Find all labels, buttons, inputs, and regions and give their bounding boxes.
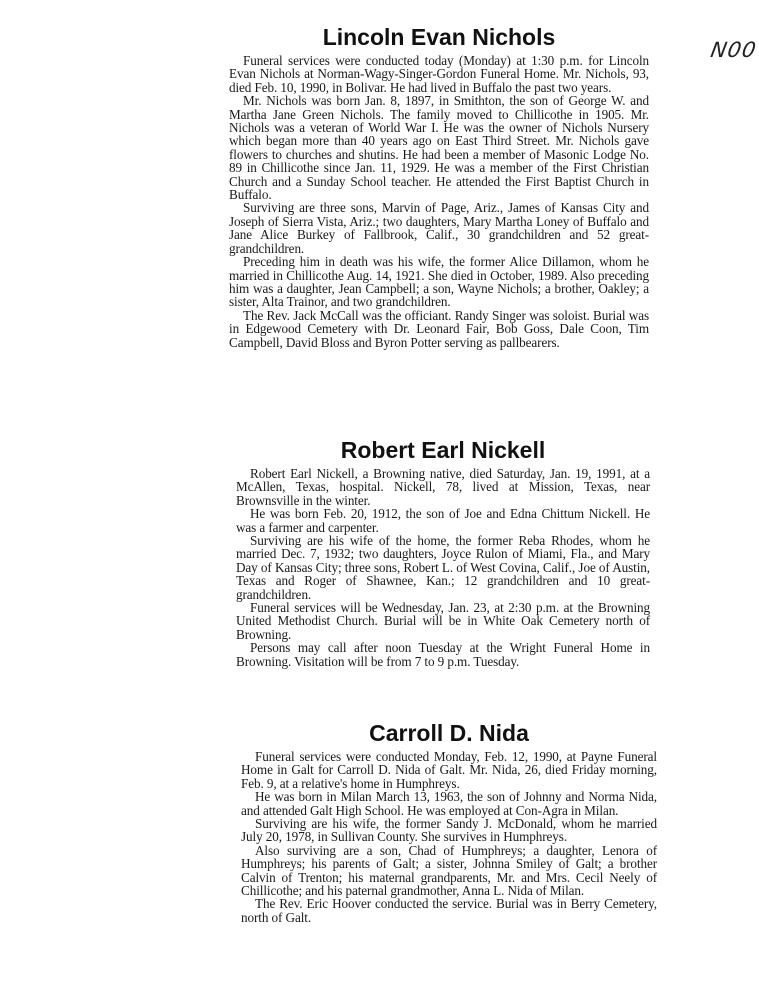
- obituary-title: Carroll D. Nida: [369, 720, 529, 746]
- obituary-title: Robert Earl Nickell: [340, 437, 546, 463]
- obituary-paragraph: Funeral services were conducted today (Monday) at 1:30 p.m. for Lincoln Evan Nichols at Norman-Wagy-Singer-Gordon Funeral Home. Mr. Nichols, 93, died Feb. 10, 1990, in Bolivar. He had lived in Buffalo the past two years.: [229, 53, 649, 95]
- handwritten-margin-note: N00: [708, 38, 759, 62]
- obituary-paragraph: He was born Feb. 20, 1912, the son of Joe and Edna Chittum Nickell. He was a farmer and carpenter.: [236, 506, 650, 535]
- obituary-paragraph: Funeral services will be Wednesday, Jan. 23, at 2:30 p.m. at the Browning United Methodist Church. Burial will be in White Oak Cemetery north of Browning.: [236, 600, 650, 642]
- obituary-paragraph: Surviving are three sons, Marvin of Page, Ariz., James of Kansas City and Joseph of Sierra Vista, Ariz.; two daughters, Mary Martha Loney of Buffalo and Jane Alice Burkey of Fallbrook, Calif., 30 grandchildren and 52 great-grandchildren.: [229, 200, 649, 256]
- obituary-paragraph: Mr. Nichols was born Jan. 8, 1897, in Smithton, the son of George W. and Martha Jane Green Nichols. The family moved to Chillicothe in 1905. Mr. Nichols was a veteran of World War I. He was the owner of Nichols Nursery which began more than 40 years ago on East Third Street. Mr. Nichols gave flowers to churches and shutins. He had been a member of Masonic Lodge No. 89 in Chillicothe since Jan. 11, 1929. He was a member of the First Christian Church and a Sunday School teacher. He attended the First Baptist Church in Buffalo.: [229, 93, 649, 203]
- obituary-carroll-d-nida: [241, 720, 657, 924]
- obituary-paragraph: Also surviving are a son, Chad of Humphreys; a daughter, Lenora of Humphreys; his parents of Galt; a sister, Johnna Smiley of Galt; a brother Calvin of Trenton; his maternal grandparents, Mr. and Mrs. Cecil Neely of Chillicothe; and his paternal grandmother, Anna L. Nida of Milan.: [241, 842, 657, 899]
- obituary-robert-earl-nickell: [236, 437, 650, 668]
- obituary-paragraph: Preceding him in death was his wife, the former Alice Dillamon, whom he married in Chillicothe Aug. 14, 1921. She died in October, 1989. Also preceding him was a daughter, Jean Campbell; a son, Wayne Nichols; a brother, Oakley; a sister, Alta Trainor, and two grandchildren.: [229, 254, 649, 310]
- obituary-paragraph: The Rev. Eric Hoover conducted the service. Burial was in Berry Cemetery, north of Galt.: [241, 896, 657, 925]
- obituary-lincoln-evan-nichols: [229, 24, 649, 349]
- obituary-paragraph: Funeral services were conducted Monday, Feb. 12, 1990, at Payne Funeral Home in Galt for Carroll D. Nida of Galt. Mr. Nida, 26, died Friday morning, Feb. 9, at a relative's home in Humphreys.: [241, 749, 657, 791]
- obituary-paragraph: Surviving are his wife of the home, the former Reba Rhodes, whom he married Dec. 7, 1932; two daughters, Joyce Rulon of Miami, Fla., and Mary Day of Kansas City; three sons, Robert L. of West Covina, Calif., Joe of Austin, Texas and Roger of Shawnee, Kan.; 12 grandchildren and 10 great-grandchildren.: [236, 533, 650, 602]
- obituary-paragraph: The Rev. Jack McCall was the officiant. Randy Singer was soloist. Burial was in Edgewood Cemetery with Dr. Leonard Fair, Bob Goss, Dale Coon, Tim Campbell, David Bloss and Byron Potter serving as pallbearers.: [229, 307, 649, 350]
- obituary-paragraph: Persons may call after noon Tuesday at the Wright Funeral Home in Browning. Visitation will be from 7 to 9 p.m. Tuesday.: [236, 640, 650, 669]
- obituary-paragraph: He was born in Milan March 13, 1963, the son of Johnny and Norma Nida, and attended Galt High School. He was employed at Con-Agra in Milan.: [241, 789, 657, 818]
- obituary-paragraph: Surviving are his wife, the former Sandy J. McDonald, whom he married July 20, 1978, in Sullivan County. She survives in Humphreys.: [241, 816, 657, 845]
- obituary-title: Lincoln Evan Nichols: [322, 24, 556, 50]
- obituary-paragraph: Robert Earl Nickell, a Browning native, died Saturday, Jan. 19, 1991, at a McAllen, Texas, hospital. Nickell, 78, lived at Mission, Texas, near Brownsville in the winter.: [236, 466, 650, 508]
